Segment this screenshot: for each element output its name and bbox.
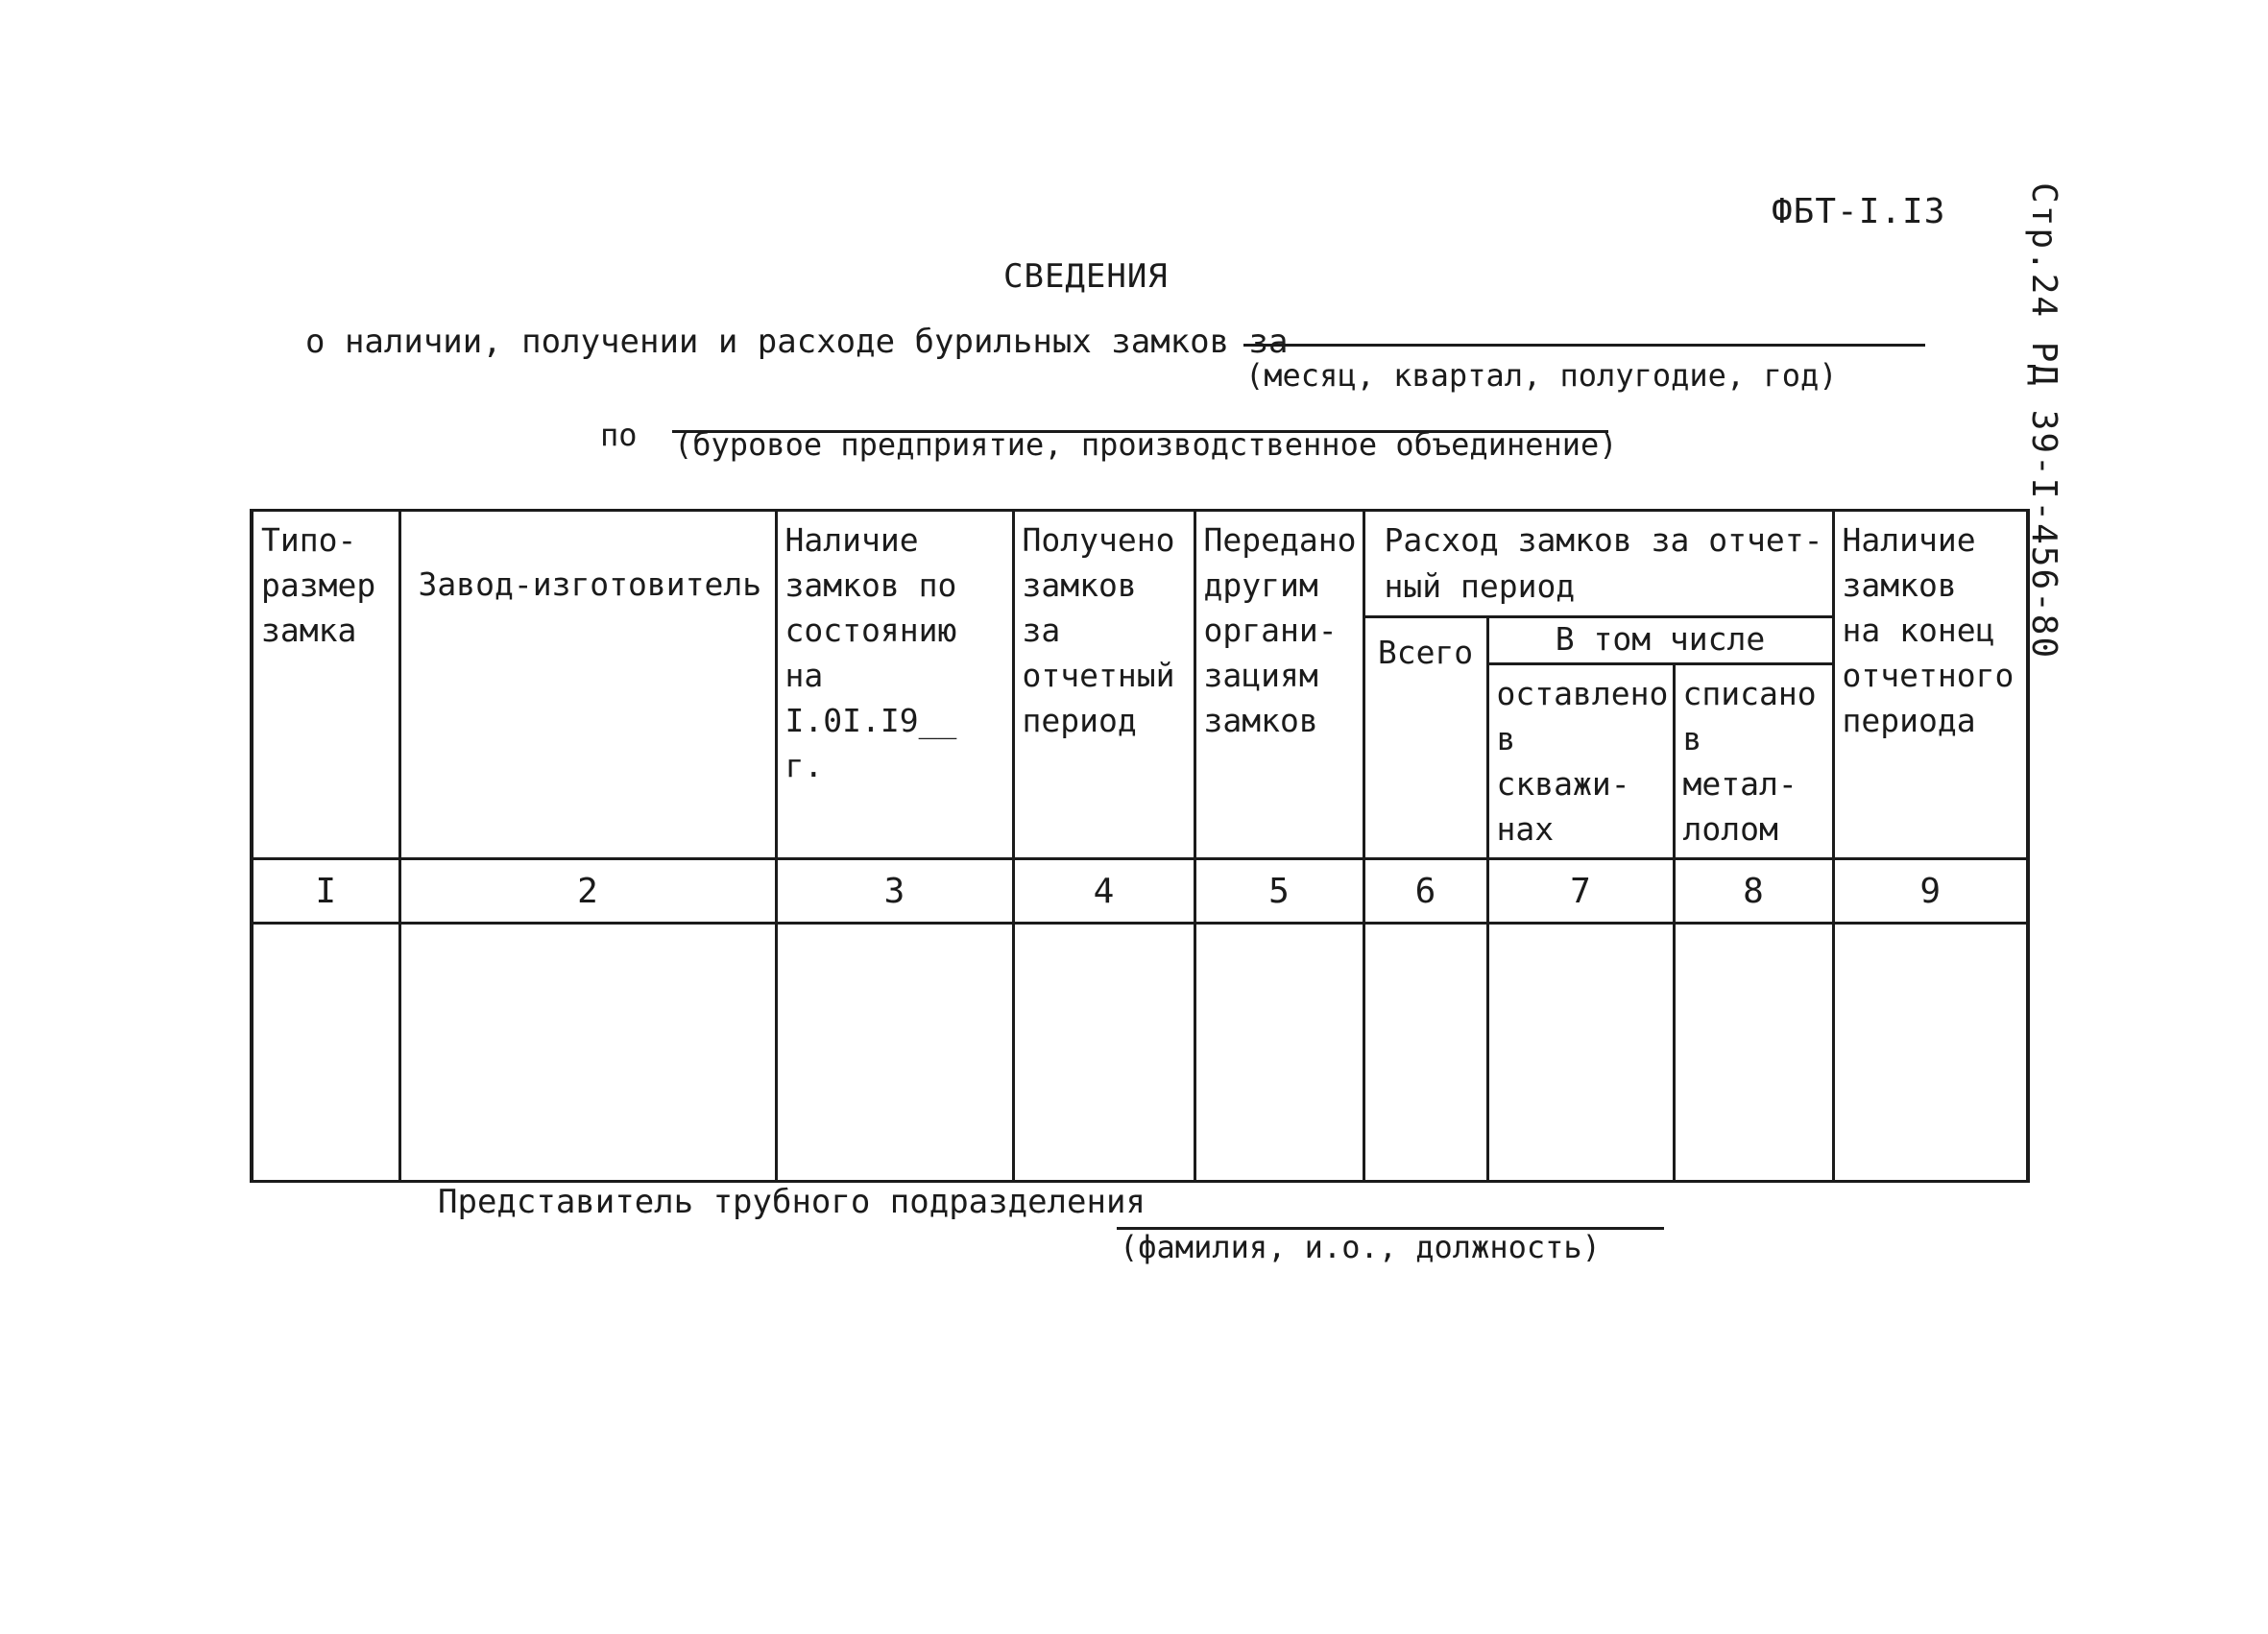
data-cell[interactable] [1013,924,1194,1182]
column-number: 5 [1194,859,1363,924]
signer-label: Представитель трубного подразделения [438,1183,1146,1221]
header-scrapped: списано в метал- лолом [1674,664,1833,859]
header-final-stock: Наличие замков на конец отчетного периода [1833,511,2028,859]
header-received: Получено замков за отчетный период [1013,511,1194,859]
period-fill-line[interactable] [1243,344,1925,347]
header-expense: Расход замков за отчет- ный период [1363,511,1833,617]
inventory-table [250,509,2030,1183]
header-initial-stock: Наличие замков по состоянию на I.0I.I9__ г. [776,511,1013,859]
period-hint: (месяц, квартал, полугодие, год) [1245,357,1838,394]
header-transferred: Передано другим органи- зациям замков [1194,511,1363,859]
data-cell[interactable] [1363,924,1487,1182]
column-number: 8 [1674,859,1833,924]
data-cell[interactable] [1487,924,1674,1182]
data-cell[interactable] [1833,924,2028,1182]
signer-hint: (фамилия, и.о., должность) [1120,1229,1601,1265]
column-number: I [252,859,399,924]
data-cell[interactable] [252,924,399,1182]
column-number: 4 [1013,859,1194,924]
page-title: СВЕДЕНИЯ [1003,257,1169,296]
by-label: по [600,417,638,453]
data-cell[interactable] [1194,924,1363,1182]
column-number: 2 [399,859,776,924]
header-total: Всего [1363,617,1487,859]
document-reference: Стр.24 РД 39-I-456-80 [2024,182,2063,661]
header-type-size: Типо- размер замка [252,511,399,859]
form-code: ФБТ-I.I3 [1772,192,1946,231]
column-number: 7 [1487,859,1674,924]
header-including: В том числе [1487,617,1833,664]
header-manufacturer: Завод-изготовитель [399,511,776,859]
column-number: 3 [776,859,1013,924]
subtitle: о наличии, получении и расходе бурильных замков за [305,323,1289,361]
column-number: 9 [1833,859,2028,924]
data-cell[interactable] [776,924,1013,1182]
column-number: 6 [1363,859,1487,924]
organization-hint: (буровое предприятие, производственное объединение) [674,426,1618,463]
header-left-in-wells: оставлено в скважи- нах [1487,664,1674,859]
data-cell[interactable] [399,924,776,1182]
data-cell[interactable] [1674,924,1833,1182]
